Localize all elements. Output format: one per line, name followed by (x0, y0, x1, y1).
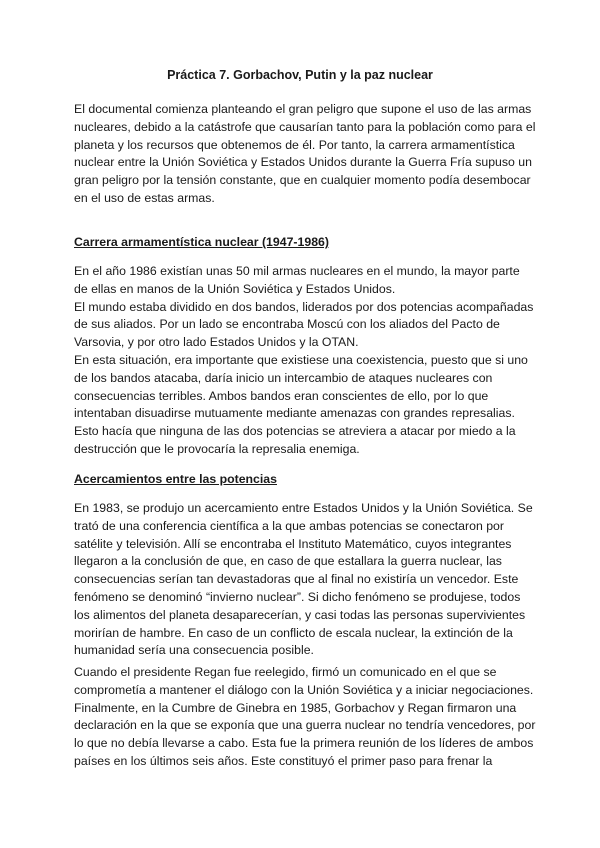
text-line: Esto hacía que ninguna de las dos potencias se atreviera a atacar por miedo a la (74, 424, 516, 439)
text-line: En esta situación, era importante que existiese una coexistencia, puesto que si uno (74, 352, 528, 367)
text-line: consecuencias serían tan devastadoras que al final no existiría un vencedor. Este (74, 572, 519, 587)
text-line: llegaron a la conclusión de que, en caso de que estallara la guerra nuclear, las (74, 554, 502, 569)
text-line: de ellas en manos de la Unión Soviética y Estados Unidos. (74, 281, 396, 296)
text-line: países en los últimos seis años. Este constituyó el primer paso para frenar la (74, 753, 493, 768)
text-line: humanidad sería una consecuencia posible. (74, 643, 314, 658)
text-line: declaración en la que se exponía que una guerra nuclear no tendría vencedores, por (74, 718, 536, 733)
text-line: intentaban disuadirse mutuamente mediante amenazas con grandes represalias. (74, 406, 515, 421)
text-line: lo que no debía llevarse a cabo. Esta fue la primera reunión de los líderes de ambos (74, 736, 534, 751)
text-line: de sus aliados. Por un lado se encontraba Moscú con los aliados del Pacto de (74, 317, 500, 332)
text-line: los alimentos del planeta desaparecerían, y casi todas las personas supervivientes (74, 607, 526, 622)
intro-paragraph (74, 101, 534, 208)
text-line: de los bandos atacaba, daría inicio un intercambio de ataques nucleares con (74, 370, 493, 385)
page-title: Práctica 7. Gorbachov, Putin y la paz nuclear (167, 68, 433, 82)
text-line: El mundo estaba dividido en dos bandos, liderados por dos potencias acompañadas (74, 299, 534, 314)
section-heading-acercamientos: Acercamientos entre las potencias (74, 472, 277, 486)
text-line: trató de una conferencia científica a la que ambas potencias se conectaron por (74, 518, 504, 533)
text-line: destrucción que le provocaría la represalia enemiga. (74, 441, 360, 456)
text-line: gran peligro por la tensión constante, que en cualquier momento podía desembocar (74, 173, 531, 188)
text-line: El documental comienza planteando el gran peligro que supone el uso de las armas (74, 102, 532, 116)
section-heading-carrera: Carrera armamentística nuclear (1947-1986) (74, 235, 329, 249)
text-line: planeta y los recursos que obtenemos de él. Por tanto, la carrera armamentística (74, 137, 515, 152)
text-line: Cuando el presidente Regan fue reelegido, firmó un comunicado en el que se (74, 665, 497, 679)
text-line: fenómeno se denominó “invierno nuclear”. Si dicho fenómeno se produjese, todos (74, 589, 521, 604)
text-line: nucleares, debido a la catástrofe que causarían tanto para la población como para el (74, 119, 536, 134)
section-acercamientos-paragraph-2 (74, 664, 534, 771)
text-line: nuclear entre la Unión Soviética y Estados Unidos durante la Guerra Fría supuso un (74, 155, 532, 170)
text-line: Finalmente, en la Cumbre de Ginebra en 1985, Gorbachov y Regan firmaron una (74, 700, 517, 715)
section-acercamientos-paragraph-1 (74, 500, 534, 660)
text-line: Varsovia, y por otro lado Estados Unidos y la OTAN. (74, 335, 359, 350)
text-line: en el uso de estas armas. (74, 190, 215, 205)
text-line: morirían de hambre. En caso de un conflicto de escala nuclear, la extinción de la (74, 625, 513, 640)
text-line: satélite y televisión. Allí se encontraba el Instituto Matemático, cuyos integrantes (74, 536, 512, 551)
text-line: En 1983, se produjo un acercamiento entre Estados Unidos y la Unión Soviética. Se (74, 501, 533, 515)
text-line: consecuencias terribles. Ambos bandos eran conscientes de ello, por lo que (74, 388, 489, 403)
section-carrera-paragraph (74, 263, 534, 459)
text-line: En el año 1986 existían unas 50 mil armas nucleares en el mundo, la mayor parte (74, 264, 520, 278)
text-line: comprometía a mantener el diálogo con la Unión Soviética y a iniciar negociaciones. (74, 682, 534, 697)
